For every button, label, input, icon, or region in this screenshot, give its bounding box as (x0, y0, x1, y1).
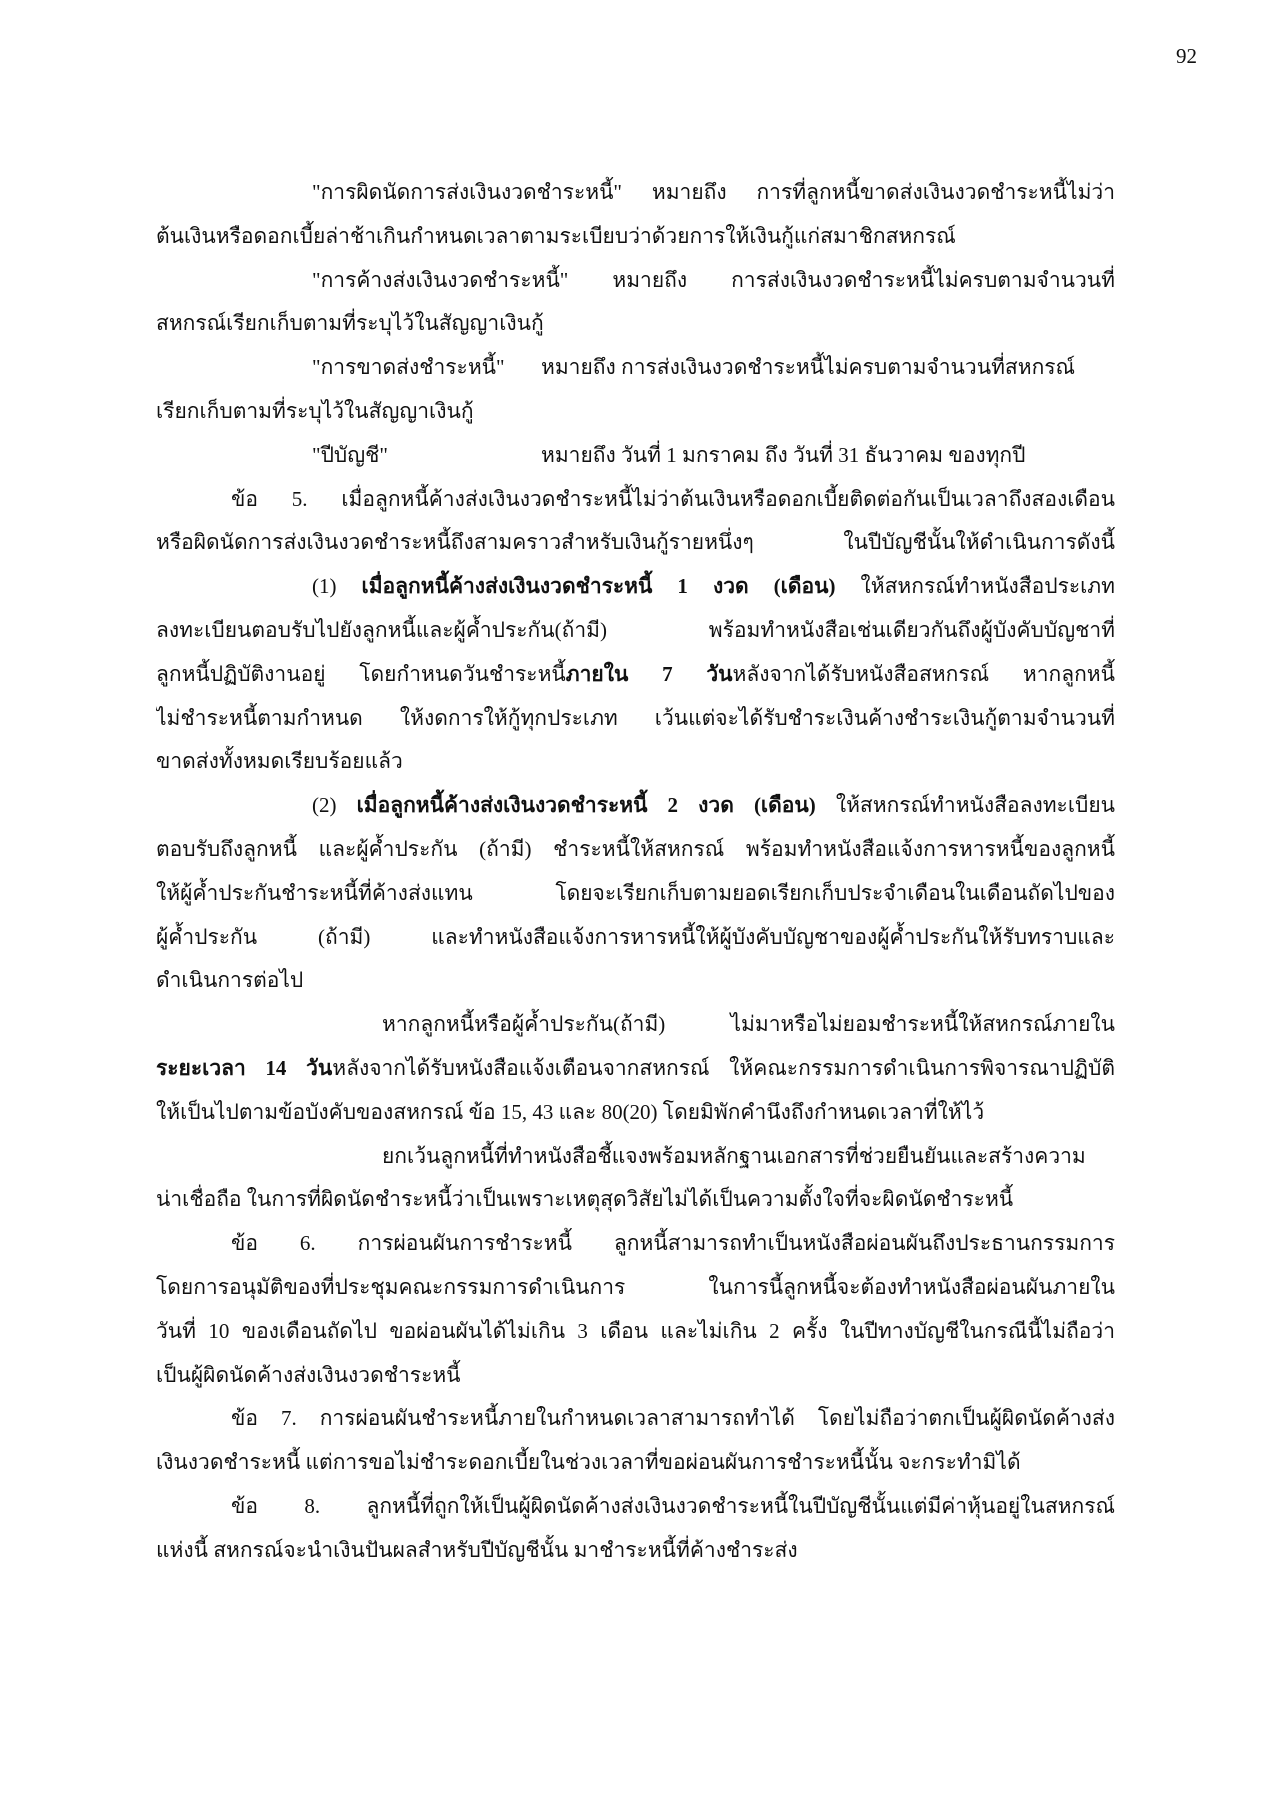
text-line (156, 1528, 1115, 1572)
text-segment: ต้นเงินหรือดอกเบี้ยล่าช้าเกินกำหนดเวลาตามระเบียบว่าด้วยการให้เงินกู้แก่สมาชิกสหกรณ์ (156, 223, 956, 248)
text-segment: ลูกหนี้ปฏิบัติงานอยู่ โดยกำหนดวันชำระหนี้ (156, 661, 566, 686)
text-segment: "การขาดส่งชำระหนี้" (312, 355, 505, 380)
text-segment: หมายถึง วันที่ 1 มกราคม ถึง วันที่ 31 ธันวาคม ของทุกปี (541, 442, 1026, 467)
text-segment: ตอบรับถึงลูกหนี้ และผู้ค้ำประกัน (ถ้ามี) ชำระหนี้ให้สหกรณ์ พร้อมทำหนังสือแจ้งการหารหนี้ของลูกหนี้ (156, 837, 1115, 861)
text-segment: (2) (312, 793, 357, 818)
text-line (231, 1396, 1115, 1440)
text-segment: เรียกเก็บตามที่ระบุไว้ในสัญญาเงินกู้ (156, 399, 474, 423)
text-segment: แห่งนี้ สหกรณ์จะนำเงินปันผลสำหรับปีบัญชีนั้น มาชำระหนี้ที่ค้างชำระส่ง (156, 1537, 798, 1562)
text-line (156, 608, 1115, 652)
text-segment: สหกรณ์เรียกเก็บตามที่ระบุไว้ในสัญญาเงินกู้ (156, 311, 544, 336)
text-segment: ขาดส่งทั้งหมดเรียบร้อยแล้ว (156, 749, 403, 774)
text-segment: "การค้างส่งเงินงวดชำระหนี้" หมายถึง การส่งเงินงวดชำระหนี้ไม่ครบตามจำนวนที่ (312, 267, 1115, 292)
text-segment: หมายถึง การส่งเงินงวดชำระหนี้ไม่ครบตามจำนวนที่สหกรณ์ (541, 355, 1076, 380)
text-segment: หลังจากได้รับหนังสือสหกรณ์ หากลูกหนี้ (732, 661, 1115, 686)
text-segment: หลังจากได้รับหนังสือแจ้งเตือนจากสหกรณ์ ให้คณะกรรมการดำเนินการพิจารณาปฏิบัติ (332, 1056, 1115, 1080)
bold-text: ภายใน 7 วัน (565, 661, 733, 686)
page-number: 92 (1176, 44, 1197, 68)
text-segment: "ปีบัญชี" (312, 442, 388, 467)
bold-text: เมื่อลูกหนี้ค้างส่งเงินงวดชำระหนี้ 1 งวด (เดือน) (361, 574, 836, 599)
text-line (382, 1002, 1115, 1046)
text-segment: "การผิดนัดการส่งเงินงวดชำระหนี้" หมายถึง การที่ลูกหนี้ขาดส่งเงินงวดชำระหนี้ไม่ว่า (312, 180, 1115, 204)
text-segment: ข้อ 6. การผ่อนผันการชำระหนี้ ลูกหนี้สามารถทำเป็นหนังสือผ่อนผันถึงประธานกรรมการ (231, 1231, 1115, 1256)
text-line (312, 170, 1115, 214)
text-line (156, 520, 1115, 564)
text-line (156, 1090, 1115, 1134)
text-line (156, 871, 1115, 915)
text-line (156, 739, 1115, 783)
text-line (312, 433, 1115, 477)
text-segment: (1) (312, 574, 362, 599)
text-line (156, 214, 1115, 258)
text-line (156, 696, 1115, 740)
text-segment: เงินงวดชำระหนี้ แต่การขอไม่ชำระดอกเบี้ยในช่วงเวลาที่ขอผ่อนผันการชำระหนี้นั้น จะกระทำมิได้ (156, 1450, 1021, 1475)
text-line (156, 1265, 1115, 1309)
text-segment: ดำเนินการต่อไป (156, 968, 304, 993)
text-line (156, 1046, 1115, 1090)
text-line (231, 477, 1115, 521)
text-segment: ข้อ 5. เมื่อลูกหนี้ค้างส่งเงินงวดชำระหนี้ไม่ว่าต้นเงินหรือดอกเบี้ยติดต่อกันเป็นเวลาถึงสองเดือน (231, 486, 1115, 511)
text-line (231, 1221, 1115, 1265)
text-segment: ข้อ 7. การผ่อนผันชำระหนี้ภายในกำหนดเวลาสามารถทำได้ โดยไม่ถือว่าตกเป็นผู้ผิดนัดค้างส่ง (231, 1406, 1115, 1431)
bold-text: เมื่อลูกหนี้ค้างส่งเงินงวดชำระหนี้ 2 งวด (เดือน) (356, 793, 816, 818)
text-segment: ให้ผู้ค้ำประกันชำระหนี้ที่ค้างส่งแทน โดยจะเรียกเก็บตามยอดเรียกเก็บประจำเดือนในเดือนถัดไปของ (156, 880, 1115, 905)
text-line (156, 389, 1115, 433)
text-line (382, 1134, 1115, 1178)
text-segment: ผู้ค้ำประกัน (ถ้ามี) และทำหนังสือแจ้งการหารหนี้ให้ผู้บังคับบัญชาของผู้ค้ำประกันให้รับทราบและ (156, 924, 1115, 949)
text-line (156, 915, 1115, 959)
text-line (156, 652, 1115, 696)
text-segment: ให้สหกรณ์ทำหนังสือประเภท (835, 574, 1115, 599)
text-segment: วันที่ 10 ของเดือนถัดไป ขอผ่อนผันได้ไม่เกิน 3 เดือน และไม่เกิน 2 ครั้ง ในปีทางบัญชีในกรณีนี้ไม่ถือว่า (156, 1318, 1115, 1343)
text-line (312, 258, 1115, 302)
text-segment: ให้เป็นไปตามข้อบังคับของสหกรณ์ ข้อ 15, 43 และ 80(20) โดยมิพักคำนึงถึงกำหนดเวลาที่ให้ไว้ (156, 1099, 985, 1124)
text-line (156, 1440, 1115, 1484)
bold-text: ระยะเวลา 14 วัน (156, 1056, 333, 1080)
text-line (312, 345, 1115, 389)
text-line (312, 783, 1115, 827)
text-segment: ให้สหกรณ์ทำหนังสือลงทะเบียน (815, 793, 1115, 818)
text-segment: โดยการอนุมัติของที่ประชุมคณะกรรมการดำเนินการ ในการนี้ลูกหนี้จะต้องทำหนังสือผ่อนผันภายใน (156, 1275, 1115, 1299)
text-segment: ลงทะเบียนตอบรับไปยังลูกหนี้และผู้ค้ำประกัน(ถ้ามี) พร้อมทำหนังสือเช่นเดียวกันถึงผู้บังคับบัญชาที่ (156, 618, 1115, 642)
text-line (156, 301, 1115, 345)
text-segment: ยกเว้นลูกหนี้ที่ทำหนังสือชี้แจงพร้อมหลักฐานเอกสารที่ช่วยยืนยันและสร้างความ (382, 1143, 1086, 1168)
text-line (231, 1484, 1115, 1528)
text-segment: ไม่ชำระหนี้ตามกำหนด ให้งดการให้กู้ทุกประเภท เว้นแต่จะได้รับชำระเงินค้างชำระเงินกู้ตามจำนวนที่ (156, 705, 1115, 730)
text-line (156, 958, 1115, 1002)
text-line (156, 1309, 1115, 1353)
text-segment: น่าเชื่อถือ ในการที่ผิดนัดชำระหนี้ว่าเป็นเพราะเหตุสุดวิสัยไม่ได้เป็นความตั้งใจที่จะผิดนัดชำระหนี้ (156, 1187, 1014, 1212)
text-segment: หากลูกหนี้หรือผู้ค้ำประกัน(ถ้ามี) ไม่มาหรือไม่ยอมชำระหนี้ให้สหกรณ์ภายใน (382, 1012, 1115, 1037)
text-line (156, 1177, 1115, 1221)
text-line (156, 1353, 1115, 1397)
text-segment: หรือผิดนัดการส่งเงินงวดชำระหนี้ถึงสามคราวสำหรับเงินกู้รายหนึ่งๆ ในปีบัญชีนั้นให้ดำเนินการดังนี้ (156, 530, 1115, 555)
text-segment: เป็นผู้ผิดนัดค้างส่งเงินงวดชำระหนี้ (156, 1362, 461, 1387)
text-line (312, 564, 1115, 608)
text-segment: ข้อ 8. ลูกหนี้ที่ถูกให้เป็นผู้ผิดนัดค้างส่งเงินงวดชำระหนี้ในปีบัญชีนั้นแต่มีค่าหุ้นอยู่ในสหกรณ์ (231, 1494, 1115, 1518)
text-line (156, 827, 1115, 871)
